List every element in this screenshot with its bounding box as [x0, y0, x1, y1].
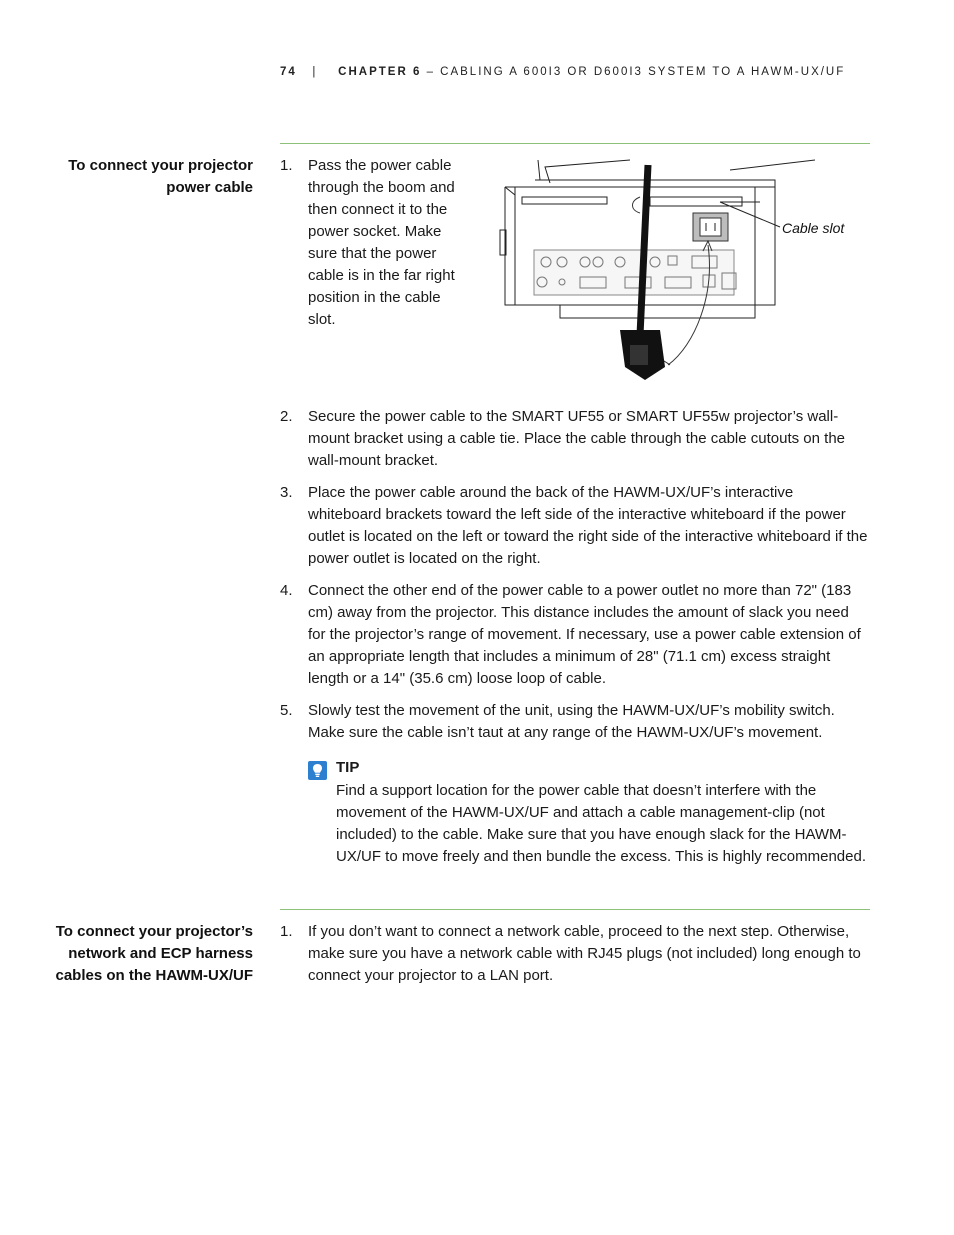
lightbulb-icon-svg — [308, 761, 327, 780]
page-number: 74 — [280, 66, 297, 78]
step-number: 4. — [280, 582, 293, 599]
step-number: 3. — [280, 484, 293, 501]
step-text: Place the power cable around the back of the HAWM-UX/UF’s interactive whiteboard brackets toward the left side of the interactive whiteboard if the power outlet is located on the left or toward the right side of the interactive whiteboard if the power outlet is located on the right. — [308, 484, 868, 567]
step-item — [280, 482, 870, 570]
chapter-title: – CABLING A 600I3 OR D600I3 SYSTEM TO A HAWM-UX/UF — [426, 66, 846, 78]
section-divider — [280, 909, 870, 910]
step-number: 1. — [280, 923, 293, 940]
step-item — [280, 921, 870, 987]
cable-slot-label: Cable slot — [782, 220, 845, 236]
step-number: 5. — [280, 702, 293, 719]
step-text: Pass the power cable through the boom and then connect it to the power socket. Make sure that the power cable is in the far right position in the cable slot. — [308, 157, 455, 328]
tip-text: Find a support location for the power cable that doesn’t interfere with the movement of the HAWM-UX/UF and attach a cable management-clip (not included) to the cable. Make sure that you have enough slack for the HAWM-UX/UF to move freely and then bundle the excess. This is highly recommended. — [336, 782, 866, 865]
section-divider — [280, 143, 870, 144]
step-item — [280, 700, 870, 744]
chapter-label: CHAPTER 6 — [338, 66, 422, 78]
section-heading-network-cables: To connect your projector’s network and ECP harness cables on the HAWM-UX/UF — [55, 923, 253, 984]
step-item — [280, 580, 870, 690]
step-number: 2. — [280, 408, 293, 425]
tip-label: TIP — [336, 759, 360, 776]
step-text: Connect the other end of the power cable to a power outlet no more than 72" (183 cm) away from the projector. This distance includes the amount of slack you need for the projector’s range of movement. If necessary, use a power cable extension of an appropriate length that includes a minimum of 28" (71.1 cm) excess straight length or a 14" (35.6 cm) loose loop of cable. — [308, 582, 861, 687]
projector-illustration — [490, 155, 870, 385]
step-item — [280, 155, 470, 331]
step-number: 1. — [280, 157, 293, 174]
projector-power-socket-figure — [490, 155, 870, 385]
step-text: If you don’t want to connect a network cable, proceed to the next step. Otherwise, make sure you have a network cable with RJ45 plugs (not included) long enough to connect your projector to a LAN port. — [308, 923, 861, 984]
step-text: Secure the power cable to the SMART UF55 or SMART UF55w projector’s wall-mount bracket using a cable tie. Place the cable through the cable cutouts on the wall-mount bracket. — [308, 408, 846, 469]
step-item — [280, 406, 870, 472]
page-header — [280, 66, 845, 78]
step-text: Slowly test the movement of the unit, using the HAWM-UX/UF’s mobility switch. Make sure the cable isn’t taut at any range of the HAWM-UX/UF’s movement. — [308, 702, 835, 741]
header-separator: | — [312, 66, 318, 78]
lightbulb-icon — [308, 761, 327, 780]
section-heading-power-cable: To connect your projector power cable — [68, 157, 253, 196]
